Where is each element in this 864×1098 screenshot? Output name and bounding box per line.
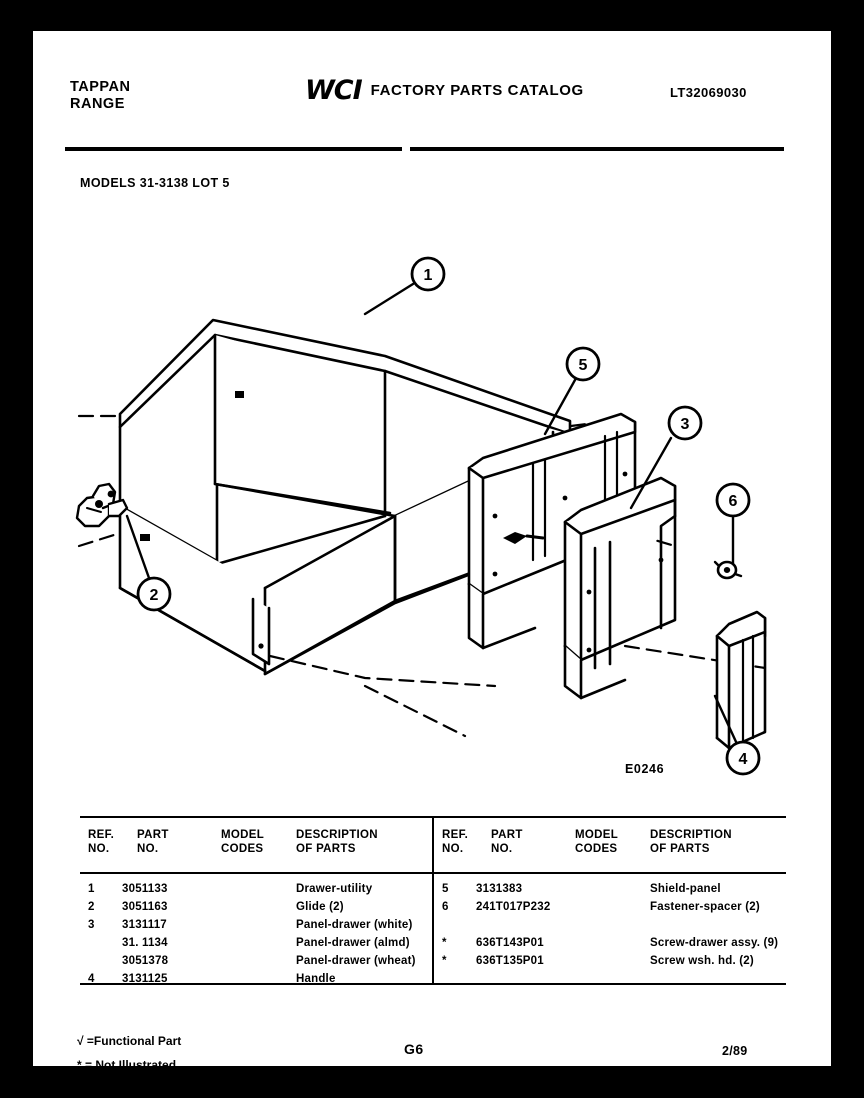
- cell-description: Screw wsh. hd. (2): [650, 955, 754, 967]
- cell-part-no: 3131125: [122, 973, 168, 985]
- parts-table: [80, 816, 786, 996]
- legend-functional-part: √ =Functional Part: [77, 1034, 182, 1048]
- table-body-left: [80, 880, 432, 988]
- table-row: [80, 934, 432, 952]
- cell-part-no: 31. 1134: [122, 937, 168, 949]
- cell-part-no: 3051163: [122, 901, 168, 913]
- cell-part-no: 636T135P01: [476, 955, 544, 967]
- table-row: [434, 934, 786, 952]
- parts-table-left: [80, 816, 432, 985]
- cell-ref-no: 2: [88, 901, 95, 913]
- cell-ref-no: 4: [88, 973, 95, 985]
- catalog-title-block: [305, 77, 584, 104]
- issue-date: 2/89: [722, 1044, 748, 1058]
- cell-description: Panel-drawer (white): [296, 919, 413, 931]
- table-row: [80, 970, 432, 988]
- cell-description: Drawer-utility: [296, 883, 373, 895]
- header-divider: [65, 145, 784, 152]
- cell-ref-no: *: [442, 937, 447, 949]
- panel-drawer-shape: [565, 478, 675, 698]
- legend-block: [77, 1029, 181, 1077]
- cell-part-no: 3131117: [122, 919, 167, 931]
- cell-ref-no: 5: [442, 883, 449, 895]
- diagram-id: E0246: [625, 762, 665, 776]
- table-row-spacer: [434, 916, 786, 934]
- header-part-no: PART NO.: [137, 829, 169, 855]
- cell-part-no: 241T017P232: [476, 901, 551, 913]
- models-line: MODELS 31-3138 LOT 5: [80, 176, 230, 190]
- cell-part-no: 3131383: [476, 883, 523, 895]
- svg-text:6: 6: [728, 493, 738, 510]
- fastener-spacer-shape: [715, 562, 741, 578]
- table-row: [434, 898, 786, 916]
- cell-part-no: 636T143P01: [476, 937, 544, 949]
- table-row: [80, 916, 432, 934]
- table-row: [80, 952, 432, 970]
- cell-description: Handle: [296, 973, 336, 985]
- header-model-codes: MODEL CODES: [221, 829, 265, 855]
- table-body-right: [434, 880, 786, 970]
- header-description: DESCRIPTION OF PARTS: [296, 829, 378, 855]
- exploded-diagram: [65, 216, 795, 768]
- table-header-row-right: [434, 828, 786, 868]
- page-number: G6: [404, 1041, 424, 1057]
- table-row: [80, 880, 432, 898]
- svg-text:3: 3: [680, 416, 690, 433]
- legend-not-illustrated: * = Not Illustrated: [77, 1058, 177, 1072]
- cell-ref-no: *: [442, 955, 447, 967]
- header-part-no: PART NO.: [491, 829, 523, 855]
- cell-ref-no: 6: [442, 901, 449, 913]
- header-divider-right: [410, 147, 784, 151]
- brand-product-line: RANGE: [70, 96, 125, 112]
- cell-part-no: 3051378: [122, 955, 169, 967]
- header-ref-no: REF. NO.: [442, 829, 469, 855]
- scan-smudge-artifact: [589, 1063, 641, 1093]
- cell-description: Shield-panel: [650, 883, 721, 895]
- table-row: [434, 880, 786, 898]
- wci-logo: WCI: [305, 75, 362, 106]
- cell-description: Fastener-spacer (2): [650, 901, 760, 913]
- table-row: [80, 898, 432, 916]
- cell-part-no: 3051133: [122, 883, 168, 895]
- svg-text:2: 2: [149, 587, 159, 604]
- table-row: [434, 952, 786, 970]
- svg-text:1: 1: [423, 267, 433, 284]
- brand-name: TAPPAN: [70, 79, 131, 95]
- brand-block: [70, 79, 130, 113]
- table-header-row-left: [80, 828, 432, 868]
- handle-shape: [717, 612, 765, 748]
- header-model-codes: MODEL CODES: [575, 829, 619, 855]
- parts-table-right: [434, 816, 786, 985]
- header-description: DESCRIPTION OF PARTS: [650, 829, 732, 855]
- catalog-title: FACTORY PARTS CATALOG: [370, 82, 584, 99]
- catalog-number: LT32069030: [670, 85, 747, 100]
- header-ref-no: REF. NO.: [88, 829, 115, 855]
- cell-description: Glide (2): [296, 901, 344, 913]
- svg-text:5: 5: [578, 357, 588, 374]
- header-divider-left: [65, 147, 402, 151]
- cell-description: Panel-drawer (wheat): [296, 955, 416, 967]
- cell-description: Screw-drawer assy. (9): [650, 937, 779, 949]
- catalog-page: [33, 31, 831, 1072]
- cell-ref-no: 3: [88, 919, 95, 931]
- cell-ref-no: 1: [88, 883, 95, 895]
- svg-text:4: 4: [738, 751, 748, 768]
- cell-description: Panel-drawer (almd): [296, 937, 410, 949]
